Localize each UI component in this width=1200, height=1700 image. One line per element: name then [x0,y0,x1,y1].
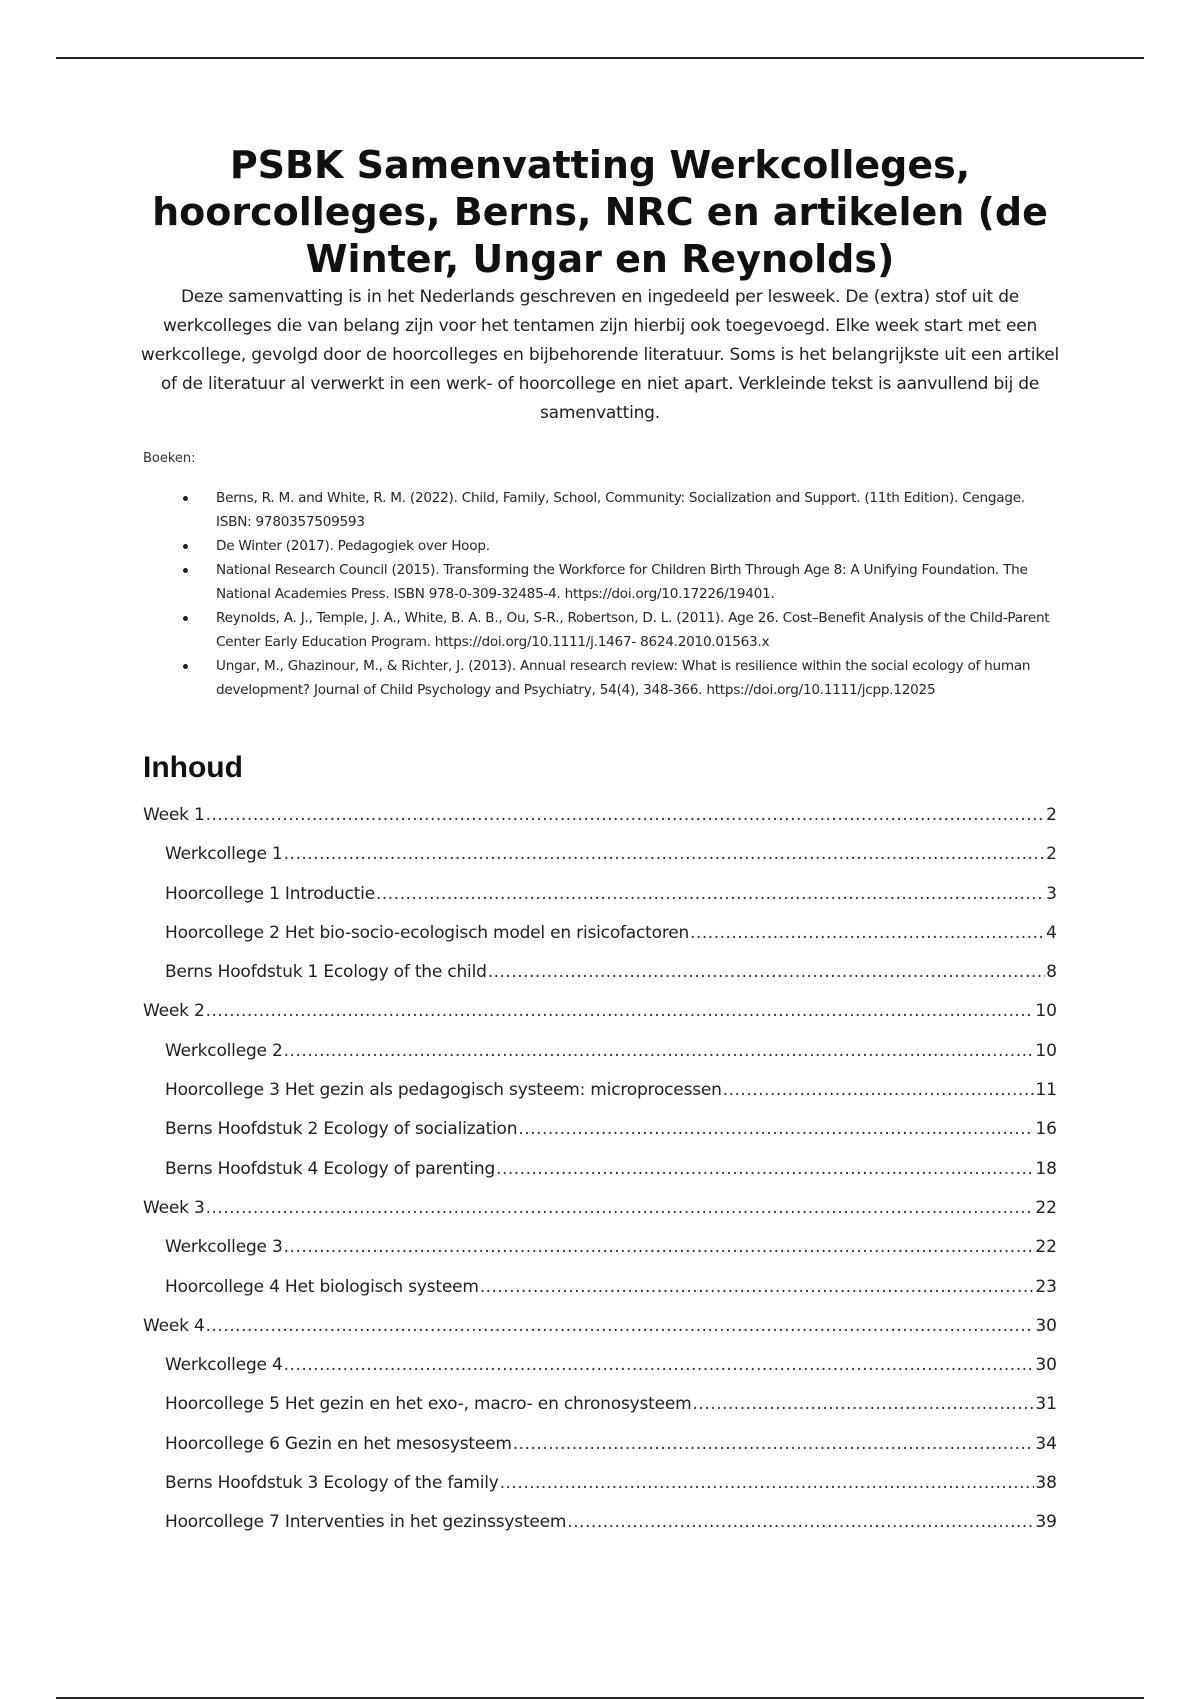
toc-dot-leader [206,992,1035,1031]
toc-entry[interactable] [143,1425,1057,1464]
toc-entry-title: Week 2 [143,1001,205,1022]
toc-page-number: 10 [1035,1040,1057,1061]
toc-page-number: 2 [1046,805,1057,825]
toc-entry-title: Hoorcollege 3 Het gezin als pedagogisch systeem: microprocessen [165,1080,722,1101]
toc-page-number: 8 [1046,962,1057,983]
toc-entry-title: Werkcollege 3 [165,1237,283,1258]
table-of-contents [143,796,1057,1543]
toc-entry[interactable] [143,1464,1057,1503]
toc-entry[interactable] [143,875,1057,914]
book-item-reynolds: Reynolds, A. J., Temple, J. A., White, B. A. B., Ou, S-R., Robertson, D. L. (2011). Age 26. Cost–Benefit Analysis of the Child-Parent Center Early Education Program. https://doi.org/10.1111/j.1467- 8624.2010.01563.x [216,606,1060,654]
toc-entry-title: Week 4 [143,1315,205,1336]
book-item-de-winter: De Winter (2017). Pedagogiek over Hoop. [216,534,1060,558]
toc-dot-leader [206,1189,1035,1228]
toc-page-number: 30 [1035,1355,1057,1376]
toc-dot-leader [500,1464,1035,1503]
toc-dot-leader [206,796,1046,835]
toc-entry-title: Berns Hoofdstuk 4 Ecology of parenting [165,1158,496,1179]
toc-week-entry[interactable] [143,1189,1057,1228]
toc-entry[interactable] [143,953,1057,992]
toc-entry[interactable] [143,1346,1057,1385]
toc-entry-title: Week 1 [143,805,205,825]
toc-entry-title: Werkcollege 1 [165,844,283,865]
toc-dot-leader [284,1032,1035,1071]
book-list [216,486,1060,702]
toc-entry[interactable] [143,1268,1057,1307]
toc-entry-title: Hoorcollege 5 Het gezin en het exo-, macro- en chronosysteem [165,1394,692,1415]
footer-rule [56,1697,1144,1699]
book-item-ungar: Ungar, M., Ghazinour, M., & Richter, J. (2013). Annual research review: What is resilience within the social ecology of human development? Journal of Child Psychology and Psychiatry, 54(4), 348-366. https://doi.org/10.1111/jcpp.12025 [216,654,1060,702]
toc-entry-title: Berns Hoofdstuk 1 Ecology of the child [165,962,487,983]
toc-page-number: 10 [1035,1001,1057,1022]
toc-entry-title: Berns Hoofdstuk 2 Ecology of socialization [165,1119,518,1140]
toc-entry[interactable] [143,1228,1057,1267]
toc-entry-title: Werkcollege 2 [165,1040,283,1061]
toc-page-number: 22 [1035,1237,1057,1258]
toc-page-number: 30 [1035,1315,1057,1336]
toc-page-number: 31 [1035,1394,1057,1415]
toc-entry-title: Week 3 [143,1197,205,1218]
toc-week-entry[interactable] [143,796,1057,835]
toc-entry[interactable] [143,835,1057,874]
toc-page-number: 22 [1035,1197,1057,1218]
toc-entry[interactable] [143,914,1057,953]
toc-entry[interactable] [143,1150,1057,1189]
toc-entry-title: Berns Hoofdstuk 3 Ecology of the family [165,1473,499,1494]
toc-week-entry[interactable] [143,992,1057,1031]
toc-entry-title: Hoorcollege 6 Gezin en het mesosysteem [165,1433,512,1454]
toc-week-entry[interactable] [143,1307,1057,1346]
toc-page-number: 3 [1046,883,1057,904]
header-rule [56,57,1144,59]
toc-entry[interactable] [143,1110,1057,1149]
toc-dot-leader [723,1071,1035,1110]
document-title: PSBK Samenvatting Werkcolleges, hoorcolleges, Berns, NRC en artikelen (de Winter, Ungar en Reynolds) [152,143,1048,281]
toc-page-number: 38 [1035,1473,1057,1494]
toc-entry[interactable] [143,1071,1057,1110]
toc-dot-leader [284,1228,1035,1267]
toc-page-number: 39 [1035,1512,1057,1533]
toc-entry-title: Hoorcollege 7 Interventies in het gezinssysteem [165,1512,567,1533]
book-item-nrc: National Research Council (2015). Transforming the Workforce for Children Birth Through Age 8: A Unifying Foundation. The National Academies Press. ISBN 978-0-309-32485-4. https://doi.org/10.17226/19401. [216,558,1060,606]
toc-page-number: 11 [1035,1080,1057,1101]
book-item-berns: Berns, R. M. and White, R. M. (2022). Child, Family, School, Community: Socialization and Support. (11th Edition). Cengage. ISBN: 9780357509593 [216,486,1060,534]
toc-entry-title: Werkcollege 4 [165,1355,283,1376]
toc-entry[interactable] [143,1385,1057,1424]
toc-page-number: 2 [1046,844,1057,865]
toc-entry[interactable] [143,1032,1057,1071]
toc-dot-leader [567,1503,1034,1542]
toc-dot-leader [284,835,1046,874]
toc-dot-leader [518,1110,1034,1149]
toc-entry-title: Hoorcollege 4 Het biologisch systeem [165,1276,479,1297]
toc-dot-leader [284,1346,1035,1385]
toc-dot-leader [692,1385,1034,1424]
toc-entry[interactable] [143,1503,1057,1542]
toc-dot-leader [206,1307,1035,1346]
toc-entry-title: Hoorcollege 1 Introductie [165,883,375,904]
toc-page-number: 4 [1046,922,1057,943]
intro-paragraph: Deze samenvatting is in het Nederlands geschreven en ingedeeld per lesweek. De (extra) stof uit de werkcolleges die van belang zijn voor het tentamen zijn hierbij ook toegevoegd. Elke week start met een werkcollege, gevolgd door de hoorcolleges en bijbehorende literatuur. Soms is het belangrijkste uit een artikel of de literatuur al verwerkt in een werk- of hoorcollege en niet apart. Verkleinde tekst is aanvullend bij de samenvatting. [140,287,1060,423]
toc-page-number: 34 [1035,1433,1057,1454]
toc-page-number: 18 [1035,1158,1057,1179]
toc-heading: Inhoud [143,751,243,784]
toc-dot-leader [488,953,1045,992]
toc-dot-leader [690,914,1045,953]
books-label: Boeken: [143,451,196,466]
toc-dot-leader [496,1150,1034,1189]
toc-dot-leader [480,1268,1035,1307]
toc-entry-title: Hoorcollege 2 Het bio-socio-ecologisch model en risicofactoren [165,922,690,943]
toc-page-number: 23 [1035,1276,1057,1297]
toc-page-number: 16 [1035,1119,1057,1140]
toc-dot-leader [513,1425,1035,1464]
toc-dot-leader [376,875,1045,914]
